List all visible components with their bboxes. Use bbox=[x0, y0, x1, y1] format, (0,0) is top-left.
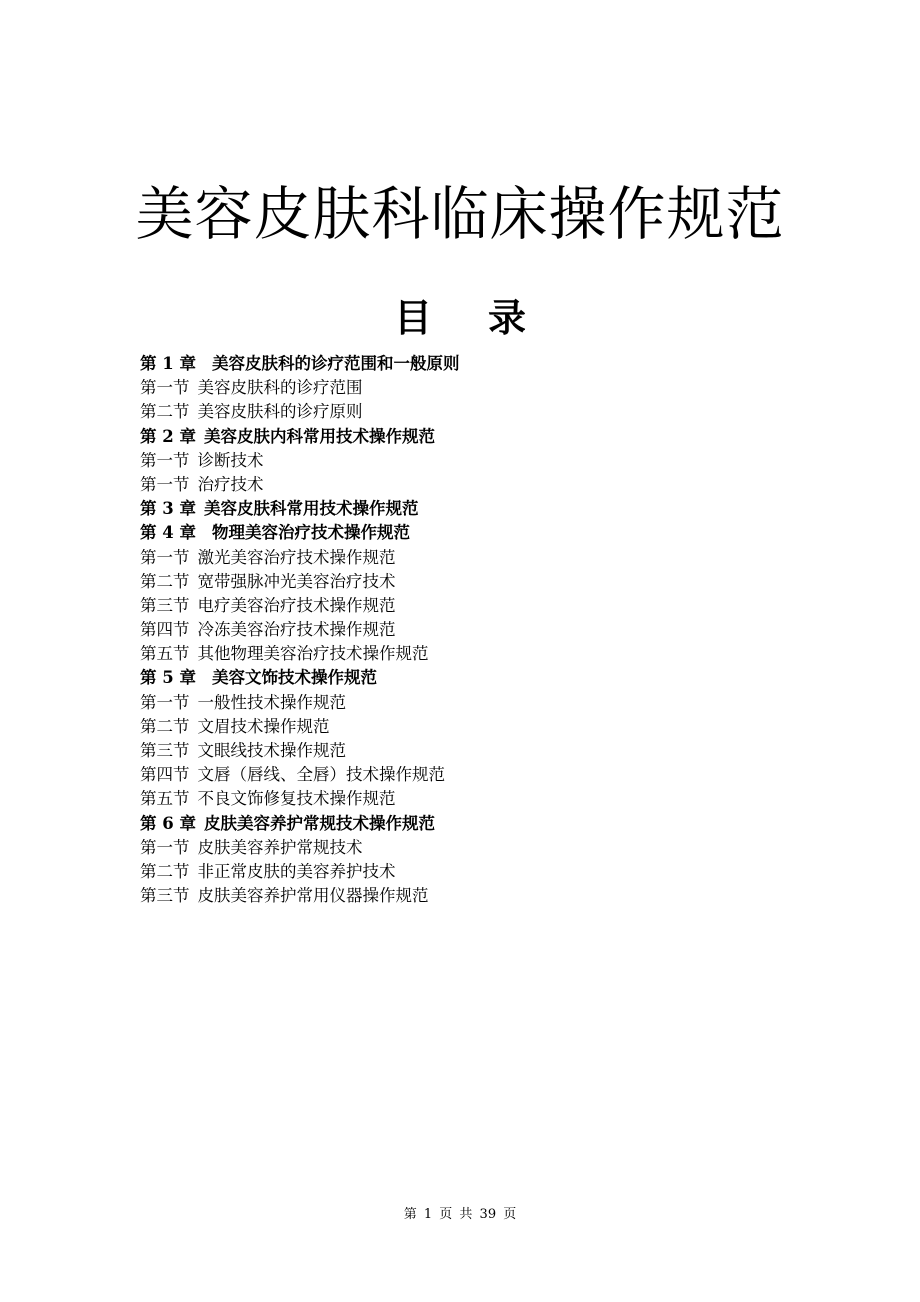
toc-entry-title: 皮肤美容养护常规技术操作规范 bbox=[203, 813, 435, 833]
toc-section-entry[interactable] bbox=[140, 473, 780, 497]
toc-entry-title: 一般性技术操作规范 bbox=[197, 692, 346, 712]
toc-entry-title: 皮肤美容养护常规技术 bbox=[197, 837, 363, 857]
toc-entry-title: 电疗美容治疗技术操作规范 bbox=[197, 595, 396, 615]
toc-entry-title: 美容皮肤科的诊疗范围和一般原则 bbox=[211, 354, 460, 373]
toc-heading-right: 录 bbox=[488, 295, 527, 340]
toc-section-entry[interactable] bbox=[140, 763, 780, 787]
toc-entry-number: 第一节 bbox=[140, 378, 190, 398]
toc-entry-title: 物理美容治疗技术操作规范 bbox=[211, 523, 410, 543]
toc-entry-number: 第五节 bbox=[140, 644, 190, 664]
toc-section-entry[interactable] bbox=[140, 546, 780, 570]
toc-chapter-entry[interactable] bbox=[140, 812, 780, 836]
toc-section-entry[interactable] bbox=[140, 787, 780, 811]
toc-entry-number: 第 6 章 bbox=[140, 813, 196, 833]
toc-entry-title: 激光美容治疗技术操作规范 bbox=[197, 547, 396, 567]
toc-entry-title: 美容皮肤科的诊疗原则 bbox=[197, 402, 363, 422]
toc-entry-title: 冷冻美容治疗技术操作规范 bbox=[197, 620, 396, 640]
toc-entry-number: 第一节 bbox=[140, 474, 190, 494]
toc-section-entry[interactable] bbox=[140, 739, 780, 763]
toc-entry-title: 美容皮肤科的诊疗范围 bbox=[197, 378, 363, 398]
toc-section-entry[interactable] bbox=[140, 376, 780, 400]
toc-section-entry[interactable] bbox=[140, 449, 780, 473]
toc-section-entry[interactable] bbox=[140, 570, 780, 594]
page-number-footer: 第 1 页 共 39 页 bbox=[403, 1207, 517, 1222]
toc-entry-title: 诊断技术 bbox=[197, 450, 264, 470]
toc-entry-number: 第 4 章 bbox=[140, 523, 196, 543]
toc-entry-number: 第三节 bbox=[140, 886, 190, 906]
toc-entry-number: 第一节 bbox=[140, 450, 190, 470]
toc-entry-number: 第四节 bbox=[140, 620, 190, 640]
toc-entry-title: 美容皮肤科常用技术操作规范 bbox=[203, 499, 419, 519]
toc-section-entry[interactable] bbox=[140, 594, 780, 618]
toc-entry-title: 非正常皮肤的美容养护技术 bbox=[197, 861, 396, 881]
toc-chapter-entry[interactable] bbox=[140, 425, 780, 449]
toc-entry-title: 美容文饰技术操作规范 bbox=[211, 668, 377, 688]
toc-entry-title: 文眼线技术操作规范 bbox=[197, 741, 346, 760]
toc-entry-number: 第二节 bbox=[140, 402, 190, 422]
toc-heading bbox=[0, 292, 920, 344]
toc-entry-title: 其他物理美容治疗技术操作规范 bbox=[197, 644, 429, 664]
toc-chapter-entry[interactable] bbox=[140, 666, 780, 690]
toc-entry-number: 第二节 bbox=[140, 571, 190, 591]
toc-entry-number: 第二节 bbox=[140, 861, 190, 881]
toc-entry-number: 第 3 章 bbox=[140, 499, 196, 519]
table-of-contents bbox=[140, 352, 780, 908]
toc-section-entry[interactable] bbox=[140, 884, 780, 908]
toc-entry-number: 第三节 bbox=[140, 741, 190, 760]
toc-section-entry[interactable] bbox=[140, 400, 780, 424]
toc-entry-title: 文唇（唇线、全唇）技术操作规范 bbox=[197, 765, 445, 785]
toc-entry-number: 第一节 bbox=[140, 837, 190, 857]
document-title: 美容皮肤科临床操作规范 bbox=[135, 179, 785, 248]
toc-entry-title: 文眉技术操作规范 bbox=[197, 716, 330, 736]
toc-chapter-entry[interactable] bbox=[140, 521, 780, 545]
toc-entry-number: 第 2 章 bbox=[140, 426, 196, 446]
toc-entry-number: 第三节 bbox=[140, 595, 190, 615]
toc-entry-number: 第一节 bbox=[140, 547, 190, 567]
toc-entry-number: 第五节 bbox=[140, 789, 190, 809]
toc-entry-title: 美容皮肤内科常用技术操作规范 bbox=[203, 426, 435, 446]
toc-entry-title: 治疗技术 bbox=[197, 474, 264, 494]
toc-entry-number: 第 5 章 bbox=[140, 668, 196, 688]
toc-section-entry[interactable] bbox=[140, 618, 780, 642]
toc-entry-title: 宽带强脉冲光美容治疗技术 bbox=[197, 571, 396, 591]
toc-chapter-entry[interactable] bbox=[140, 352, 780, 376]
toc-entry-title: 皮肤美容养护常用仪器操作规范 bbox=[197, 886, 429, 906]
toc-entry-number: 第 1 章 bbox=[140, 354, 196, 373]
toc-section-entry[interactable] bbox=[140, 715, 780, 739]
toc-section-entry[interactable] bbox=[140, 860, 780, 884]
toc-section-entry[interactable] bbox=[140, 836, 780, 860]
toc-entry-title: 不良文饰修复技术操作规范 bbox=[197, 789, 396, 809]
toc-chapter-entry[interactable] bbox=[140, 497, 780, 521]
toc-heading-left: 目 bbox=[393, 295, 432, 340]
toc-entry-number: 第二节 bbox=[140, 716, 190, 736]
toc-section-entry[interactable] bbox=[140, 691, 780, 715]
toc-section-entry[interactable] bbox=[140, 642, 780, 666]
toc-entry-number: 第四节 bbox=[140, 765, 190, 785]
toc-entry-number: 第一节 bbox=[140, 692, 190, 712]
